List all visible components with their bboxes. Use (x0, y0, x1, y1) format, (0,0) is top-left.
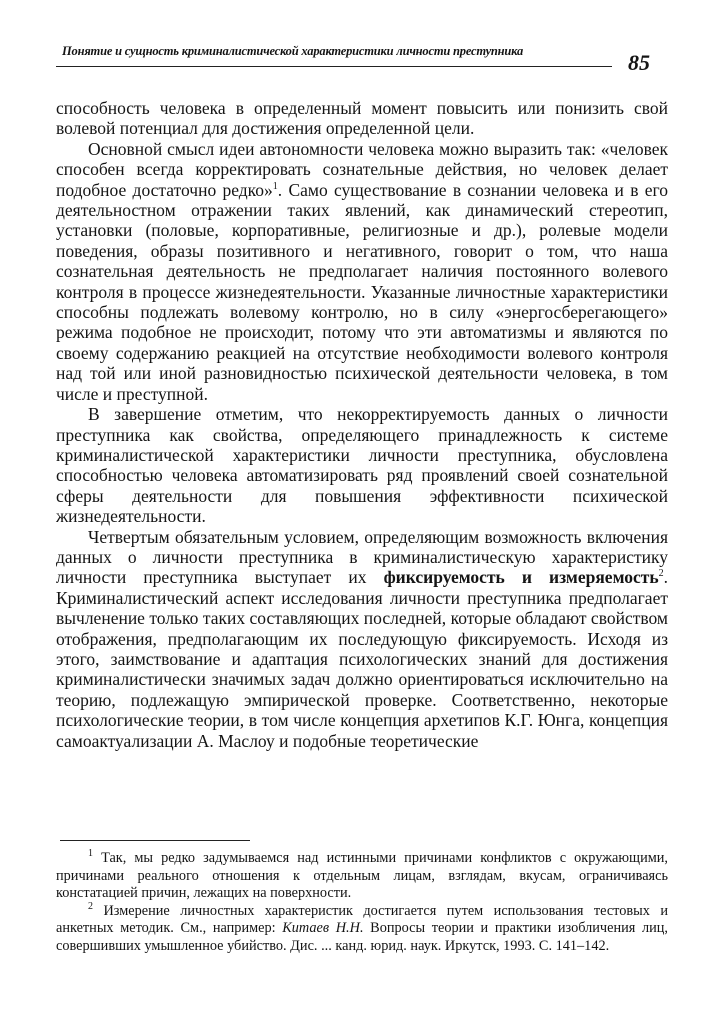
paragraph-4-text-b: . Криминалистический аспект исследования личности преступника предполагает вычленение только таких составляющих последней, которые обладают свойством отображения, предполагающим их последующую фиксируемость. Исходя из этого, заимствование и адаптация психологических знаний для достижения криминалистически значимых задач должно ориентироваться исключительно на теорию, подлежащую эмпирической проверке. Соответственно, некоторые психологические теории, в том числе концепция архетипов К.Г. Юнга, концепция самоактуализации А. Маслоу и подобные теоретические (56, 567, 669, 751)
paragraph-3-text: В завершение отметим, что некорректируемость данных о личности преступника как свойства, определяющего принадлежность к системе криминалистической характеристики личности преступника, обусловлена способностью человека автоматизировать ряд проявлений своей сознательной сферы деятельности для повышения эффективности психической жизнедеятельности. (56, 404, 668, 527)
paragraph-2-text-b: . Само существование в сознании человека и в его деятельностном отражении таких явлений, как динамический стереотип, установки (половые, корпоративные, религиозные и др.), ролевые модели поведения, образы позитивного и негативного, говорит о том, что наша сознательная деятельность не предполагает наличия постоянного волевого контроля в процессе жизнедеятельности. Указанные личностные характеристики способны подлежать волевому контролю, но в силу «энергосберегающего» режима подобное не происходит, потому что эти автоматизмы и являются по своему содержанию реакцией на отсутствие необходимости волевого контроля над той или иной разновидностью психической деятельности человека, в том числе и преступной. (56, 179, 668, 404)
footnotes (56, 850, 668, 956)
footnote-1-mark: 1 (88, 848, 93, 860)
footnote-rule (60, 840, 250, 841)
footnote-2-text-b: Вопросы теории и практики изобличения лиц, совершивших умышленное убийство. Дис. ... канд. юрид. наук. Иркутск, 1993. С. 141–142. (56, 920, 668, 954)
header-rule (56, 66, 612, 67)
footnote-1-text: Так, мы редко задумываемся над истинными причинами конфликтов с окружающими, причинами реального отношения к отдельным лицам, взглядам, вкусам, ограничиваясь констатацией причин, лежащих на поверхности. (56, 850, 668, 902)
footnote-ref-2: 2 (658, 568, 664, 580)
paragraph-1-text: способность человека в определенный момент повысить или понизить свой волевой потенциал для достижения определенной цели. (56, 98, 668, 139)
footnote-2 (56, 903, 668, 956)
paragraph-4-emphasis: фиксируемость и измеряемость (383, 567, 659, 588)
footnote-2-mark: 2 (88, 901, 93, 913)
main-text (56, 98, 668, 751)
footnote-1 (56, 850, 668, 903)
paragraph-1 (56, 98, 668, 139)
paragraph-2 (56, 139, 668, 404)
footnote-ref-1: 1 (272, 180, 278, 192)
paragraph-4-text-a: Четвертым обязательным условием, определяющим возможность включения данных о личности преступника в криминалистическую характеристику личности преступника выступает их (56, 526, 668, 588)
page-number: 85 (628, 50, 650, 75)
footnote-2-text-a: Измерение личностных характеристик достигается путем использования тестовых и анкетных методик. См., например: (56, 902, 668, 937)
running-title: Понятие и сущность криминалистической характеристики личности преступника (62, 44, 524, 58)
paragraph-2-text-a: Основной смысл идеи автономности человека можно выразить так: «человек способен всегда корректировать сознательные действия, но человек делает подобное достаточно редко» (56, 138, 668, 200)
paragraph-3 (56, 404, 668, 526)
footnote-2-author: Китаев Н.Н. (282, 920, 364, 937)
paragraph-4 (56, 527, 668, 751)
